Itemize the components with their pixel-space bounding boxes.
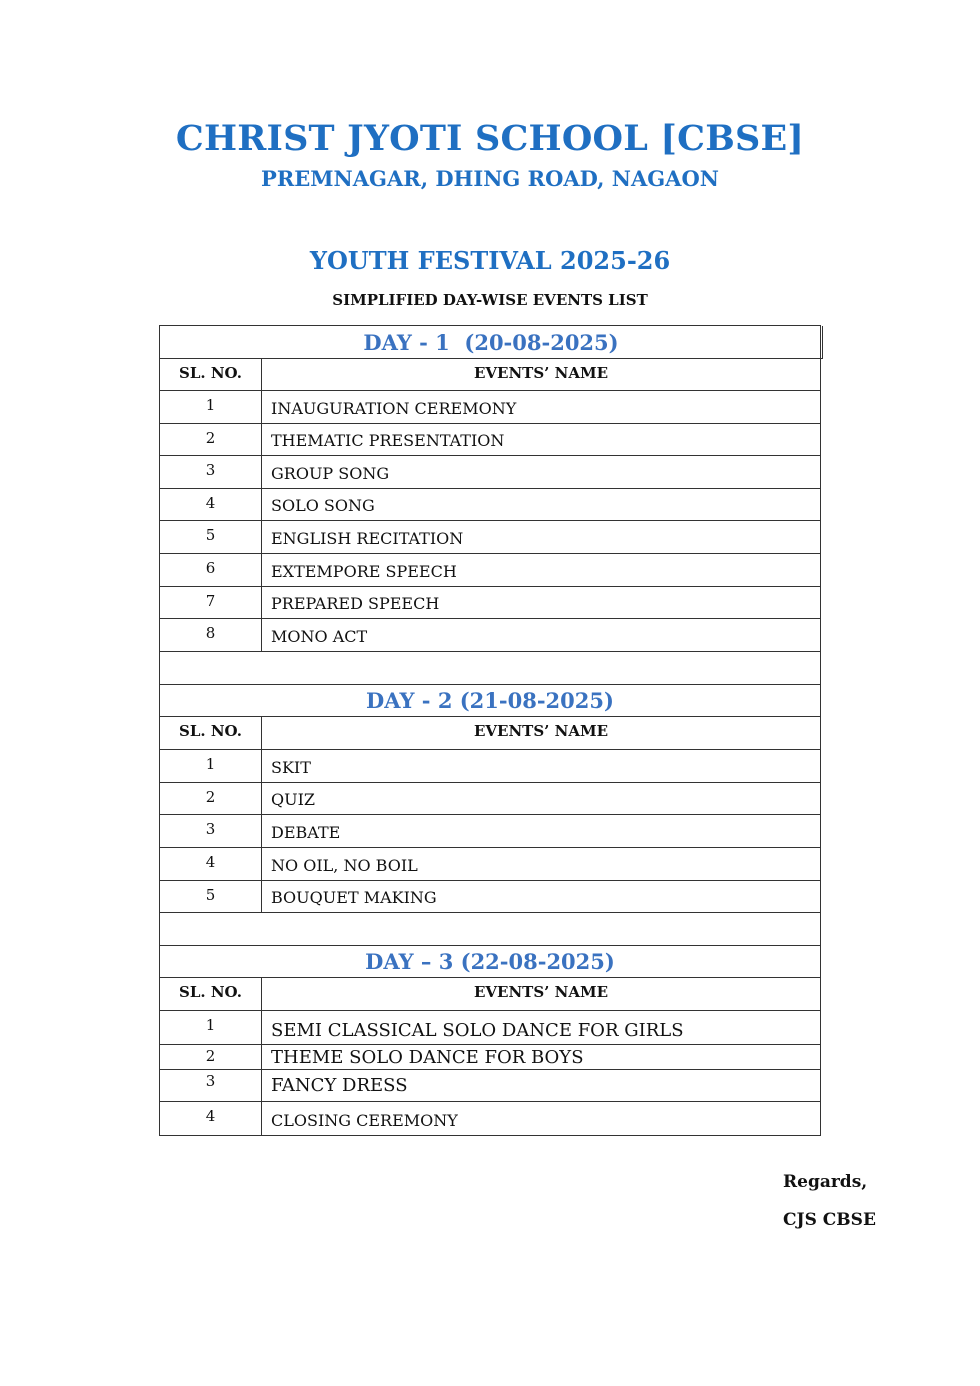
sl-no-cell: 1 (160, 391, 262, 423)
table-row (160, 489, 820, 521)
event-name-cell: THEME SOLO DANCE FOR BOYS (271, 1047, 584, 1068)
school-name: CHRIST JYOTI SCHOOL [CBSE] (175, 118, 805, 159)
event-name-cell: FANCY DRESS (271, 1075, 408, 1096)
sl-no-cell: 2 (160, 1045, 262, 1069)
sl-no-cell: 7 (160, 587, 262, 618)
spacer-row (160, 913, 820, 946)
festival-title: YOUTH FESTIVAL 2025-26 (309, 246, 671, 275)
event-name-cell: EXTEMPORE SPEECH (271, 562, 457, 581)
event-name-cell: SKIT (271, 758, 311, 777)
sl-no-cell: 6 (160, 554, 262, 586)
sl-no-cell: 4 (160, 1102, 262, 1135)
sl-no-cell: 2 (160, 424, 262, 455)
table-row (160, 1102, 820, 1136)
events-name-header: EVENTS’ NAME (473, 722, 609, 740)
event-name-cell: BOUQUET MAKING (271, 888, 437, 907)
event-name-cell: THEMATIC PRESENTATION (271, 431, 505, 450)
event-name-cell: DEBATE (271, 823, 341, 842)
day-2-title: DAY - 2 (21-08-2025) (366, 688, 614, 713)
event-name-cell: ENGLISH RECITATION (271, 529, 464, 548)
table-row (160, 848, 820, 881)
day-1-header-row (160, 359, 820, 391)
table-row (160, 554, 820, 587)
event-name-cell: INAUGURATION CEREMONY (271, 399, 517, 418)
sl-no-cell: 4 (160, 848, 262, 880)
table-row (160, 391, 820, 424)
sl-no-cell: 5 (160, 521, 262, 553)
sl-no-cell: 2 (160, 783, 262, 814)
table-row (160, 521, 820, 554)
table-row (160, 815, 820, 848)
day-2-header-row (160, 717, 820, 750)
day-1-title-row (160, 326, 823, 359)
sl-no-cell: 3 (160, 815, 262, 847)
sl-no-cell: 8 (160, 619, 262, 651)
event-name-cell: CLOSING CEREMONY (271, 1111, 458, 1130)
sl-no-cell: 1 (160, 1011, 262, 1044)
event-name-cell: PREPARED SPEECH (271, 594, 440, 613)
school-address: PREMNAGAR, DHING ROAD, NAGAON (261, 166, 719, 191)
event-name-cell: NO OIL, NO BOIL (271, 856, 418, 875)
regards-text: Regards, (783, 1172, 868, 1192)
spacer-row (160, 652, 820, 685)
event-name-cell: SEMI CLASSICAL SOLO DANCE FOR GIRLS (271, 1020, 684, 1041)
sl-no-header: SL. NO. (160, 359, 262, 390)
sl-no-cell: 4 (160, 489, 262, 520)
sl-no-header: SL. NO. (160, 717, 262, 749)
sl-no-cell: 5 (160, 881, 262, 912)
table-row (160, 1045, 820, 1070)
day-1-title: DAY - 1 (20-08-2025) (363, 329, 619, 355)
table-row (160, 750, 820, 783)
table-row (160, 783, 820, 815)
events-name-header: EVENTS’ NAME (473, 983, 609, 1001)
events-name-header: EVENTS’ NAME (473, 364, 609, 382)
table-row (160, 424, 820, 456)
day-3-title-row (160, 946, 820, 978)
signoff-text: CJS CBSE (783, 1210, 876, 1230)
events-list-title: SIMPLIFIED DAY-WISE EVENTS LIST (332, 291, 648, 309)
sl-no-cell: 1 (160, 750, 262, 782)
event-name-cell: SOLO SONG (271, 496, 375, 515)
event-name-cell: MONO ACT (271, 627, 368, 646)
events-table (159, 325, 821, 1136)
table-row (160, 1011, 820, 1045)
event-name-cell: QUIZ (271, 790, 316, 809)
day-2-title-row (160, 685, 820, 717)
sl-no-header: SL. NO. (160, 978, 262, 1010)
table-row (160, 587, 820, 619)
day-3-title: DAY – 3 (22-08-2025) (365, 949, 615, 974)
table-row (160, 456, 820, 489)
event-name-cell: GROUP SONG (271, 464, 390, 483)
table-row (160, 1070, 820, 1102)
sl-no-cell: 3 (160, 1070, 262, 1101)
table-row (160, 619, 820, 652)
table-row (160, 881, 820, 913)
sl-no-cell: 3 (160, 456, 262, 488)
day-3-header-row (160, 978, 820, 1011)
